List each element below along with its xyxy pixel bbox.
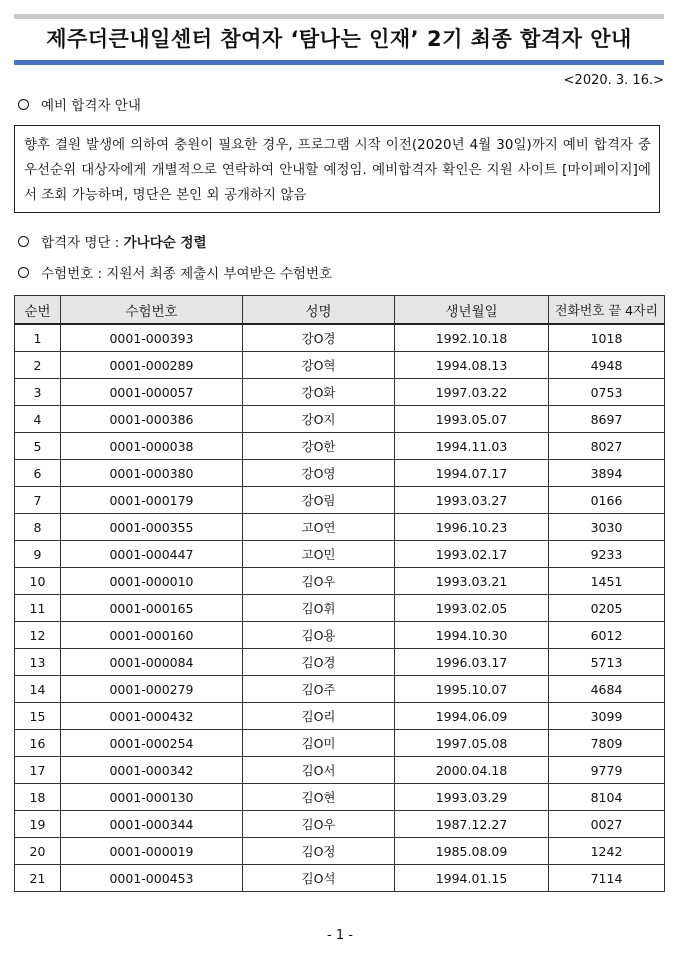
cell-birthdate: 1994.01.15 [395, 865, 549, 892]
col-header-no: 순번 [15, 296, 61, 325]
cell-birthdate: 1994.08.13 [395, 352, 549, 379]
cell-exam-number: 0001-000057 [61, 379, 243, 406]
title-top-rule [14, 14, 664, 19]
cell-phone-last4: 1242 [549, 838, 665, 865]
col-header-birthdate: 생년월일 [395, 296, 549, 325]
cell-phone-last4: 6012 [549, 622, 665, 649]
cell-exam-number: 0001-000019 [61, 838, 243, 865]
table-row [15, 865, 665, 892]
table-row [15, 838, 665, 865]
cell-birthdate: 1997.05.08 [395, 730, 549, 757]
cell-name: 강O림 [243, 487, 395, 514]
cell-phone-last4: 9233 [549, 541, 665, 568]
cell-name: 강O한 [243, 433, 395, 460]
cell-birthdate: 1993.02.05 [395, 595, 549, 622]
cell-no: 11 [15, 595, 61, 622]
cell-no: 16 [15, 730, 61, 757]
cell-name: 김O휘 [243, 595, 395, 622]
table-header-row [15, 296, 665, 325]
cell-birthdate: 1993.05.07 [395, 406, 549, 433]
table-row [15, 487, 665, 514]
cell-name: 강O혁 [243, 352, 395, 379]
cell-no: 12 [15, 622, 61, 649]
list-heading [18, 231, 207, 251]
table-row [15, 433, 665, 460]
cell-phone-last4: 4684 [549, 676, 665, 703]
cell-exam-number: 0001-000165 [61, 595, 243, 622]
cell-exam-number: 0001-000179 [61, 487, 243, 514]
cell-name: 강O화 [243, 379, 395, 406]
table-row [15, 703, 665, 730]
cell-no: 6 [15, 460, 61, 487]
cell-no: 13 [15, 649, 61, 676]
cell-no: 1 [15, 324, 61, 352]
cell-no: 2 [15, 352, 61, 379]
cell-birthdate: 1994.07.17 [395, 460, 549, 487]
cell-birthdate: 1987.12.27 [395, 811, 549, 838]
cell-birthdate: 1994.10.30 [395, 622, 549, 649]
cell-name: 김O용 [243, 622, 395, 649]
cell-no: 21 [15, 865, 61, 892]
col-header-name: 성명 [243, 296, 395, 325]
list-heading-sort: 가나다순 정렬 [123, 235, 207, 251]
table-row [15, 757, 665, 784]
cell-phone-last4: 3894 [549, 460, 665, 487]
table-row [15, 541, 665, 568]
cell-no: 15 [15, 703, 61, 730]
cell-no: 9 [15, 541, 61, 568]
cell-phone-last4: 1018 [549, 324, 665, 352]
cell-name: 김O우 [243, 811, 395, 838]
table-row [15, 324, 665, 352]
col-header-phone-last4: 전화번호 끝 4자리 [549, 296, 665, 325]
cell-exam-number: 0001-000355 [61, 514, 243, 541]
cell-birthdate: 1994.06.09 [395, 703, 549, 730]
cell-exam-number: 0001-000453 [61, 865, 243, 892]
cell-exam-number: 0001-000380 [61, 460, 243, 487]
cell-phone-last4: 0753 [549, 379, 665, 406]
table-row [15, 730, 665, 757]
cell-exam-number: 0001-000279 [61, 676, 243, 703]
cell-exam-number: 0001-000447 [61, 541, 243, 568]
cell-phone-last4: 1451 [549, 568, 665, 595]
cell-no: 8 [15, 514, 61, 541]
cell-birthdate: 1985.08.09 [395, 838, 549, 865]
cell-phone-last4: 9779 [549, 757, 665, 784]
col-header-exam-number: 수험번호 [61, 296, 243, 325]
title-bottom-rule [14, 60, 664, 65]
table-row [15, 352, 665, 379]
cell-name: 김O리 [243, 703, 395, 730]
cell-birthdate: 1994.11.03 [395, 433, 549, 460]
cell-name: 김O경 [243, 649, 395, 676]
cell-birthdate: 1995.10.07 [395, 676, 549, 703]
table-row [15, 406, 665, 433]
list-heading-label: 합격자 명단 : [41, 235, 124, 251]
cell-phone-last4: 7809 [549, 730, 665, 757]
circle-bullet-icon [18, 236, 29, 247]
cell-birthdate: 2000.04.18 [395, 757, 549, 784]
cell-birthdate: 1996.03.17 [395, 649, 549, 676]
cell-phone-last4: 7114 [549, 865, 665, 892]
cell-name: 강O경 [243, 324, 395, 352]
cell-birthdate: 1997.03.22 [395, 379, 549, 406]
cell-exam-number: 0001-000038 [61, 433, 243, 460]
cell-name: 김O우 [243, 568, 395, 595]
circle-bullet-icon [18, 99, 29, 110]
table-row [15, 676, 665, 703]
reserve-heading [18, 94, 141, 114]
cell-no: 7 [15, 487, 61, 514]
cell-exam-number: 0001-000254 [61, 730, 243, 757]
cell-name: 김O미 [243, 730, 395, 757]
passer-table [14, 295, 665, 892]
circle-bullet-icon [18, 267, 29, 278]
cell-birthdate: 1996.10.23 [395, 514, 549, 541]
cell-name: 김O정 [243, 838, 395, 865]
cell-name: 김O석 [243, 865, 395, 892]
cell-name: 김O주 [243, 676, 395, 703]
cell-phone-last4: 8104 [549, 784, 665, 811]
cell-exam-number: 0001-000342 [61, 757, 243, 784]
table-row [15, 811, 665, 838]
cell-exam-number: 0001-000289 [61, 352, 243, 379]
document-date: <2020. 3. 16.> [563, 73, 664, 88]
cell-phone-last4: 0205 [549, 595, 665, 622]
cell-birthdate: 1993.03.27 [395, 487, 549, 514]
table-row [15, 622, 665, 649]
table-row [15, 568, 665, 595]
cell-name: 고O민 [243, 541, 395, 568]
cell-no: 5 [15, 433, 61, 460]
cell-phone-last4: 5713 [549, 649, 665, 676]
page-title: 제주더큰내일센터 참여자 ‘탐나는 인재’ 2기 최종 합격자 안내 [46, 27, 632, 51]
cell-birthdate: 1993.03.29 [395, 784, 549, 811]
cell-birthdate: 1993.02.17 [395, 541, 549, 568]
cell-no: 3 [15, 379, 61, 406]
cell-phone-last4: 4948 [549, 352, 665, 379]
cell-birthdate: 1992.10.18 [395, 324, 549, 352]
cell-exam-number: 0001-000084 [61, 649, 243, 676]
cell-no: 18 [15, 784, 61, 811]
cell-birthdate: 1993.03.21 [395, 568, 549, 595]
table-row [15, 460, 665, 487]
reserve-heading-text: 예비 합격자 안내 [41, 98, 141, 114]
cell-name: 고O연 [243, 514, 395, 541]
cell-name: 김O현 [243, 784, 395, 811]
cell-phone-last4: 3099 [549, 703, 665, 730]
cell-phone-last4: 3030 [549, 514, 665, 541]
cell-no: 17 [15, 757, 61, 784]
table-row [15, 784, 665, 811]
exam-number-note [18, 262, 332, 282]
table-row [15, 649, 665, 676]
cell-no: 20 [15, 838, 61, 865]
cell-no: 14 [15, 676, 61, 703]
table-row [15, 514, 665, 541]
cell-exam-number: 0001-000130 [61, 784, 243, 811]
table-row [15, 379, 665, 406]
cell-name: 강O영 [243, 460, 395, 487]
cell-phone-last4: 8697 [549, 406, 665, 433]
cell-exam-number: 0001-000386 [61, 406, 243, 433]
cell-exam-number: 0001-000160 [61, 622, 243, 649]
cell-exam-number: 0001-000432 [61, 703, 243, 730]
table-row [15, 595, 665, 622]
cell-exam-number: 0001-000393 [61, 324, 243, 352]
cell-no: 10 [15, 568, 61, 595]
reserve-notice-box: 향후 결원 발생에 의하여 충원이 필요한 경우, 프로그램 시작 이전(2020년 4월 30일)까지 예비 합격자 중 우선순위 대상자에게 개별적으로 연락하여 안내할 예정임. 예비합격자 확인은 지원 사이트 [마이페이지]에서 조회 가능하며, 명단은 본인 외 공개하지 않음 [14, 125, 660, 213]
cell-no: 4 [15, 406, 61, 433]
cell-name: 김O서 [243, 757, 395, 784]
cell-phone-last4: 8027 [549, 433, 665, 460]
cell-no: 19 [15, 811, 61, 838]
exam-number-note-text: 수험번호 : 지원서 최종 제출시 부여받은 수험번호 [41, 266, 333, 282]
cell-phone-last4: 0027 [549, 811, 665, 838]
cell-exam-number: 0001-000344 [61, 811, 243, 838]
cell-phone-last4: 0166 [549, 487, 665, 514]
cell-name: 강O지 [243, 406, 395, 433]
cell-exam-number: 0001-000010 [61, 568, 243, 595]
page-number: - 1 - [327, 928, 353, 943]
